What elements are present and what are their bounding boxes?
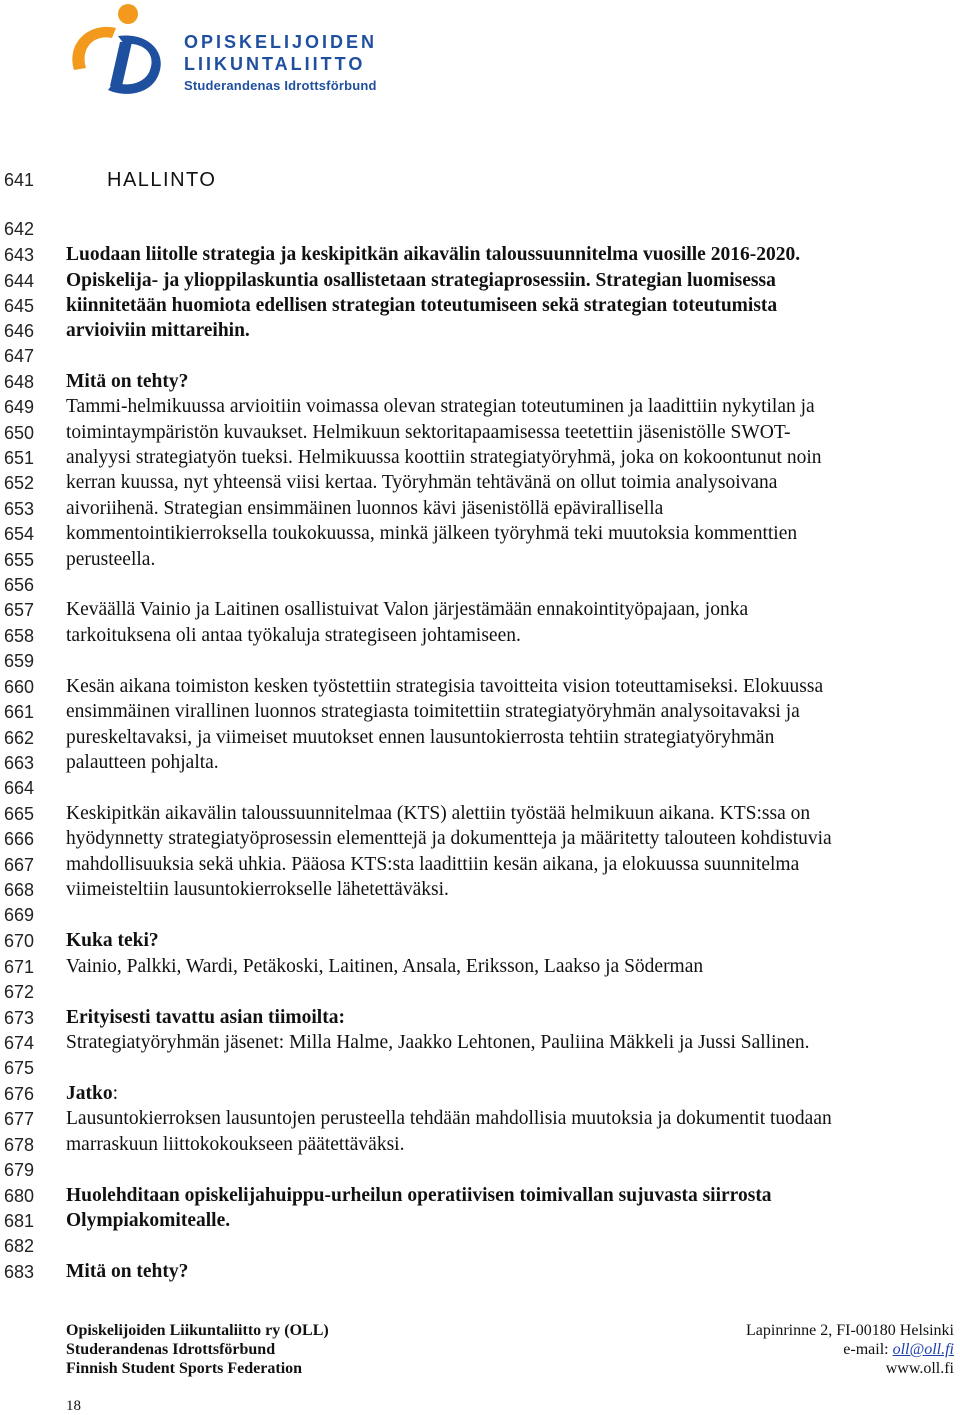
text-line-662: pureskeltavaksi, ja viimeiset muutokset ennen lausuntokierrosta tehtiin strategiatyöryhmän	[66, 727, 775, 748]
line-number-661: 661	[3, 702, 34, 722]
logo-line-3: Studerandenas Idrottsförbund	[184, 78, 377, 93]
line-number-682: 682	[3, 1236, 34, 1256]
line-number-677: 677	[3, 1109, 34, 1129]
section-heading: HALLINTO	[107, 169, 217, 191]
line-number-656: 656	[3, 575, 34, 595]
subheading-erityisesti-tavattu: Erityisesti tavattu asian tiimoilta:	[66, 1007, 345, 1028]
line-number-675: 675	[3, 1058, 34, 1078]
jatko-colon: :	[112, 1083, 119, 1104]
text-line-644: Opiskelija- ja ylioppilaskuntia osallistetaan strategiaprosessiin. Strategian luomisessa	[66, 270, 776, 291]
footer-email-label: e-mail:	[843, 1341, 893, 1358]
text-line-680: Huolehditaan opiskelijahuippu-urheilun operatiivisen toimivallan sujuvasta siirrosta	[66, 1185, 772, 1206]
jatko-label: Jatko	[66, 1083, 113, 1104]
line-number-653: 653	[3, 499, 34, 519]
text-line-653: aivoriihenä. Strategian ensimmäinen luonnos kävi jäsenistöllä epävirallisella	[66, 498, 664, 519]
text-line-667: mahdollisuuksia sekä uhkia. Pääosa KTS:sta laadittiin kesän aikana, ja elokuussa suunnitelma	[66, 854, 800, 875]
line-number-662: 662	[3, 728, 34, 748]
text-line-650: toimintaympäristön kuvaukset. Helmikuun sektoritapaamisessa teetettiin jäsenistölle SWOT-	[66, 422, 791, 443]
text-line-665: Keskipitkän aikavälin taloussuunnitelmaa (KTS) alettiin työstää helmikuun aikana. KTS:ssa on	[66, 803, 811, 824]
line-number-642: 642	[3, 219, 34, 239]
footer-address: Lapinrinne 2, FI-00180 Helsinki	[746, 1322, 954, 1339]
text-line-651: analyysi strategiatyön tueksi. Helmikuussa koottiin strategiatyöryhmä, joka on kokoontunut noin	[66, 447, 822, 468]
page-number: 18	[66, 1398, 81, 1414]
line-number-663: 663	[3, 753, 34, 773]
text-line-645: kiinnitetään huomiota edellisen strategian toteutumiseen sekä strategian toteutumista	[66, 295, 778, 316]
line-number-673: 673	[3, 1008, 34, 1028]
text-line-655: perusteella.	[66, 549, 156, 570]
text-line-668: viimeisteltiin lausuntokierrokselle lähetettäväksi.	[66, 879, 449, 900]
text-line-660: Kesän aikana toimiston kesken työstettiin strategisia tavoitteita vision toteuttamiseksi. Elokuussa	[66, 676, 824, 697]
line-number-665: 665	[3, 804, 34, 824]
text-line-671: Vainio, Palkki, Wardi, Petäkoski, Laitinen, Ansala, Eriksson, Laakso ja Söderman	[66, 956, 704, 977]
line-number-649: 649	[3, 397, 34, 417]
text-line-652: kerran kuussa, nyt yhteensä viisi kertaa. Työryhmän tehtävänä on ollut toimia analysoivana	[66, 472, 778, 493]
line-number-651: 651	[3, 448, 34, 468]
subheading-jatko	[66, 1084, 118, 1104]
line-number-683: 683	[3, 1262, 34, 1282]
line-number-652: 652	[3, 473, 34, 493]
text-line-657: Keväällä Vainio ja Laitinen osallistuivat Valon järjestämään ennakointityöpajaan, jonka	[66, 599, 749, 620]
text-line-646: arvioiviin mittareihin.	[66, 320, 250, 341]
line-number-658: 658	[3, 626, 34, 646]
line-number-664: 664	[3, 778, 34, 798]
subheading-kuka-teki: Kuka teki?	[66, 930, 159, 951]
text-line-677: Lausuntokierroksen lausuntojen perusteella tehdään mahdollisia muutoksia ja dokumentit tuodaan	[66, 1108, 832, 1129]
subheading-mita-on-tehty-2: Mitä on tehty?	[66, 1261, 189, 1282]
line-number-654: 654	[3, 524, 34, 544]
line-number-650: 650	[3, 423, 34, 443]
line-number-655: 655	[3, 550, 34, 570]
text-line-643: Luodaan liitolle strategia ja keskipitkän aikavälin taloussuunnitelma vuosille 2016-2020.	[66, 244, 801, 265]
line-number-672: 672	[3, 982, 34, 1002]
line-number-671: 671	[3, 957, 34, 977]
line-number-644: 644	[3, 271, 34, 291]
line-number-645: 645	[3, 296, 34, 316]
logo-line-1: OPISKELIJOIDEN	[184, 32, 378, 52]
line-number-667: 667	[3, 855, 34, 875]
text-line-658: tarkoituksena oli antaa työkaluja strategiseen johtamiseen.	[66, 625, 521, 646]
oll-logo-mark-icon	[60, 2, 180, 102]
footer-email-link[interactable]: oll@oll.fi	[892, 1341, 954, 1358]
line-number-679: 679	[3, 1160, 34, 1180]
text-line-649: Tammi-helmikuussa arvioitiin voimassa olevan strategian toteutuminen ja laadittiin nykytilan ja	[66, 396, 815, 417]
line-number-666: 666	[3, 829, 34, 849]
line-number-681: 681	[3, 1211, 34, 1231]
footer-org-name-english: Finnish Student Sports Federation	[66, 1360, 303, 1377]
line-number-680: 680	[3, 1186, 34, 1206]
text-line-674: Strategiatyöryhmän jäsenet: Milla Halme, Jaakko Lehtonen, Pauliina Mäkkeli ja Jussi Sallinen.	[66, 1032, 810, 1053]
line-number-660: 660	[3, 677, 34, 697]
line-number-670: 670	[3, 931, 34, 951]
line-number-657: 657	[3, 600, 34, 620]
footer-email-line	[843, 1341, 954, 1359]
line-number-674: 674	[3, 1033, 34, 1053]
line-number-648: 648	[3, 372, 34, 392]
line-number-669: 669	[3, 905, 34, 925]
footer-website[interactable]: www.oll.fi	[885, 1360, 954, 1377]
text-line-678: marraskuun liittokokoukseen päätettäväksi.	[66, 1134, 405, 1155]
oll-logo	[60, 2, 378, 102]
line-number-647: 647	[3, 346, 34, 366]
text-line-661: ensimmäinen virallinen luonnos strategiasta toimitettiin strategiatyöryhmän analysoitavaksi ja	[66, 701, 800, 722]
subheading-mita-on-tehty: Mitä on tehty?	[66, 371, 189, 392]
line-number-641: 641	[3, 170, 34, 190]
line-number-678: 678	[3, 1135, 34, 1155]
text-line-663: palautteen pohjalta.	[66, 752, 219, 773]
logo-line-2: LIIKUNTALIITTO	[184, 54, 366, 74]
footer-org-name-swedish: Studerandenas Idrottsförbund	[66, 1341, 276, 1358]
text-line-666: hyödynnetty strategiatyöprosessin elementtejä ja dokumentteja ja määritetty talouteen kohdistuvia	[66, 828, 832, 849]
line-number-668: 668	[3, 880, 34, 900]
line-number-659: 659	[3, 651, 34, 671]
line-number-676: 676	[3, 1084, 34, 1104]
text-line-681: Olympiakomitealle.	[66, 1210, 231, 1231]
footer-org-name: Opiskelijoiden Liikuntaliitto ry (OLL)	[66, 1322, 329, 1339]
text-line-654: kommentointikierroksella toukokuussa, minkä jälkeen työryhmä teki muutoksia kommenttien	[66, 523, 798, 544]
line-number-643: 643	[3, 245, 34, 265]
line-number-646: 646	[3, 321, 34, 341]
